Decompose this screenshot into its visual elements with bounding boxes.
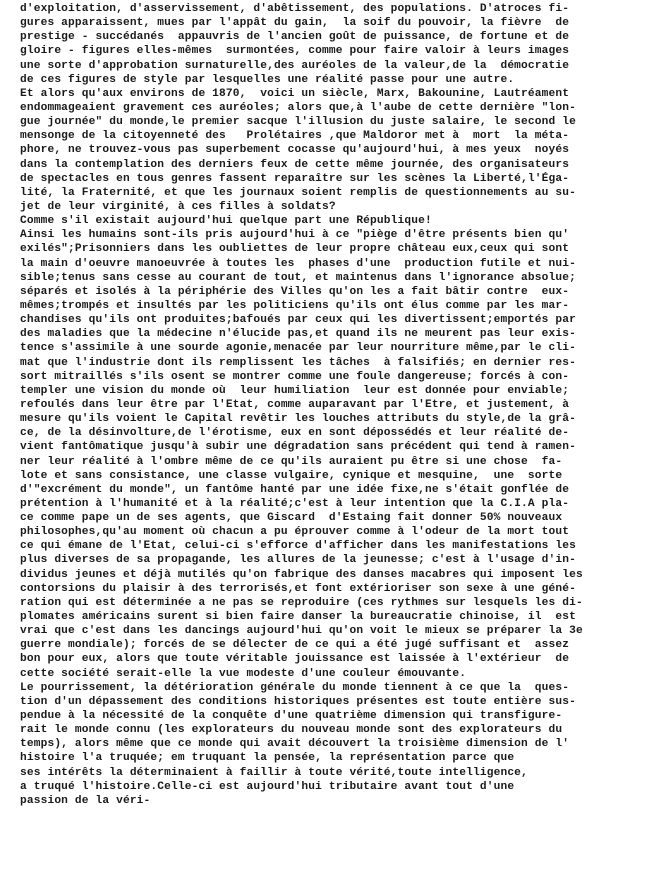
text-line: exilés";Prisonniers dans les oubliettes de leur propre château eux,ceux qui sont [20, 243, 570, 256]
text-line: d'exploitation, d'asservissement, d'abêtissement, des populations. D'atroces fi- [20, 3, 570, 15]
text-line: endommageaient gravement ces auréoles; alors que,à l'aube de cette dernière "lon- [20, 101, 576, 114]
document-page [20, 2, 642, 874]
text-line [20, 808, 642, 822]
text-line: ses intérêts la déterminaient à faillir à toute vérité,toute intelligence, [20, 766, 528, 779]
text-line: ce qui émane de l'Etat, celui-ci s'efforce d'afficher dans les manifestations les [20, 540, 576, 553]
text-line: chandises qu'ils ont produites;bafoués par ceux qui les divertissent;emportés par [20, 314, 576, 327]
text-line: des maladies que la médecine n'élucide pas,et quand ils ne meurent pas leur exis- [20, 328, 576, 341]
text-line: gue journée" du monde,le premier sacque l'illusion du juste salaire, le second le [20, 116, 576, 129]
text-line: sible;tenus sans cesse au courant de tout, et maintenus dans l'ignorance absolue; [20, 271, 576, 284]
text-line: Comme s'il existait aujourd'hui quelque part une République! [20, 215, 432, 228]
text-line: mesure qu'ils voient le Capital revêtir les louches attributs du style,de la grâ- [20, 413, 576, 426]
text-line: lote et sans consistance, une classe vulgaire, cynique et mesquine, une sorte [20, 469, 563, 482]
text-line: pendue à la nécessité de la conquête d'une quatrième dimension qui transfigure- [20, 710, 563, 723]
text-line: sort mitraillés s'ils osent se montrer comme une foule dangereuse; forcés à con- [20, 370, 570, 383]
text-line: ration qui est déterminée a ne pas se reproduire (ces rythmes sur lesquels les di- [20, 596, 583, 609]
text-line: guerre mondiale); forcés de se délecter de ce qui a été jugé suffisant et assez [20, 639, 570, 652]
text-line: a truqué l'histoire.Celle-ci est aujourd'hui tributaire avant tout d'une [20, 780, 515, 793]
text-line: ner leur réalité à l'ombre même de ce qu'ils auraient pu être si une chose fa- [20, 455, 563, 468]
text-line: histoire l'a truquée; em truquant la pensée, la représentation parce que [20, 752, 515, 765]
text-line: mat que l'industrie dont ils remplissent les tâches à falsifiés; en dernier res- [20, 356, 576, 369]
text-line: vrai que c'est dans les dancings aujourd'hui qu'on voit le mieux se préparer la 3e [20, 625, 583, 638]
text-line: de spectacles en tous genres fassent reparaître sur les scènes la Liberté,l'Éga- [20, 172, 570, 185]
text-line: refoulés dans leur être par l'Etat, comme auparavant par l'Etre, et justement, à [20, 398, 570, 411]
text-line: plomates américains surent si bien faire danser la bureaucratie chinoise, il est [20, 611, 576, 624]
text-line: prestige - succédanés appauvris de l'ancien goût de puissance, de fortune et de [20, 31, 570, 44]
text-line: une sorte d'approbation surnaturelle,des auréoles de la valeur,de la démocratie [20, 59, 570, 72]
text-line: tion d'un dépassement des conditions historiques présentes est toute entière sus- [20, 695, 576, 708]
text-line: philosophes,qu'au moment où chacun a pu éprouver comme à l'odeur de la mort tout [20, 526, 570, 539]
text-line: Le pourrissement, la détérioration générale du monde tiennent à ce que la ques- [20, 681, 570, 694]
text-line: gures apparaissent, mues par l'appât du gain, la soif du pouvoir, la fièvre de [20, 17, 570, 30]
text-line: bon pour eux, alors que toute véritable jouissance est laissée à l'extérieur de [20, 653, 570, 666]
text-line [20, 836, 642, 850]
text-line: cette société serait-elle la vue modeste d'une couleur émouvante. [20, 667, 467, 680]
text-line: plus diverses de sa propagande, les allures de la jeunesse; c'est à l'usage d'in- [20, 554, 576, 567]
text-line: d'"excrément du monde", un fantôme hanté par une idée fixe,ne s'était gonflée de [20, 483, 570, 496]
text-line: phore, ne trouvez-vous pas superbement cocasse qu'aujourd'hui, à mes yeux noyés [20, 144, 570, 157]
text-line: dividus jeunes et déjà mutilés qu'on fabrique des danses macabres qui imposent les [20, 568, 583, 581]
text-line: lité, la Fraternité, et que les journaux soient remplis de questionnements au su- [20, 186, 576, 199]
text-line: ce, de la désinvolture,de l'érotisme, eux en sont dépossédés et leur réalité de- [20, 427, 570, 440]
text-line: tence s'assimile à une sourde agonie,menacée par leur nourriture même,par le cli- [20, 342, 576, 355]
text-line: mêmes;trompés et insultés par les politiciens qu'ils ont élus comme par les mar- [20, 299, 570, 312]
text-line: rait le monde connu (les explorateurs du nouveau monde sont des explorateurs du [20, 724, 563, 737]
text-line: templer une vision du monde où leur humiliation leur est donnée pour enviable; [20, 384, 570, 397]
text-line: contorsions du plaisir à des terrorisés,et font extérioriser son sexe à une géné- [20, 582, 576, 595]
text-line: dans la contemplation des derniers feux de cette même journée, des organisateurs [20, 158, 570, 171]
text-line: séparés et isolés à la périphérie des Villes qu'on les a fait bâtir contre eux- [20, 285, 570, 298]
text-line: gloire - figures elles-mêmes surmontées, comme pour faire valoir à leurs images [20, 45, 570, 58]
text-line: vient fantômatique jusqu'à subir une dégradation sans précédent qui tend à ramen- [20, 441, 576, 454]
text-line: Et alors qu'aux environs de 1870, voici un siècle, Marx, Bakounine, Lautréament [20, 87, 570, 100]
text-line: jet de leur virginité, à ces filles à soldats? [20, 200, 336, 213]
text-line: mensonge de la citoyenneté des Prolétaires ,que Maldoror met à mort la méta- [20, 130, 570, 143]
text-line: passion de la véri- [20, 794, 151, 807]
text-line: de ces figures de style par lesquelles une réalité passe pour une autre. [20, 73, 515, 86]
text-line: la main d'oeuvre manoeuvrée à toutes les phases d'une production futile et nui- [20, 257, 576, 270]
text-line: ce comme pape un de ses agents, que Giscard d'Estaing fait donner 50% nouveaux [20, 512, 563, 525]
text-line: prétention à l'humanité et à la réalité;c'est à leur intention que la C.I.A pla- [20, 497, 570, 510]
text-line: temps), alors même que ce monde qui avait découvert la troisième dimension de l' [20, 738, 570, 751]
text-line: Ainsi les humains sont-ils pris aujourd'hui à ce "piège d'être présents bien qu' [20, 229, 570, 242]
text-line [20, 822, 642, 836]
